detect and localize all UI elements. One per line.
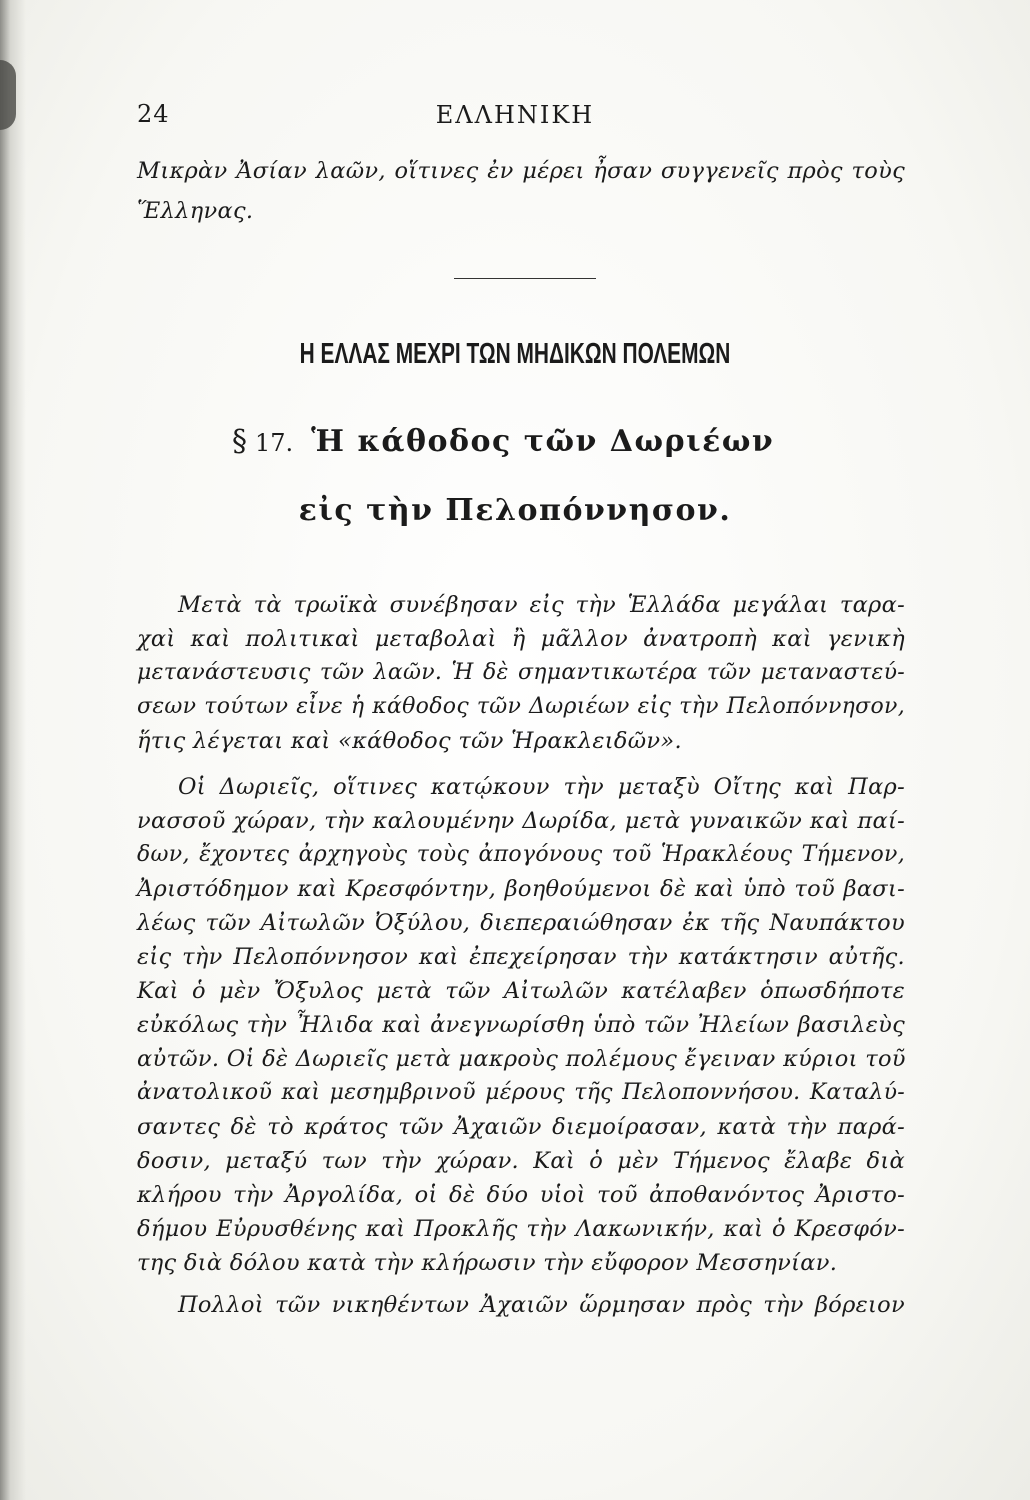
paragraph-2-line-2: νασσοῦ χώραν, τὴν καλουμένην Δωρίδα, μετὰ γυναικῶν καὶ παί- <box>137 808 905 834</box>
chapter-title: Η ΕΛΛΑΣ ΜΕΧΡΙ ΤΩΝ ΜΗΔΙΚΩΝ ΠΟΛΕΜΩΝ <box>299 338 731 370</box>
page-edge-shadow <box>0 0 26 1500</box>
paragraph-2-line-14: δήμου Εὐρυσθένης καὶ Προκλῆς τὴν Λακωνικήν, καὶ ὁ Κρεσφόν- <box>137 1216 905 1242</box>
page-number: 24 <box>137 100 170 128</box>
section-divider-rule <box>454 278 596 279</box>
paragraph-1-line-5: ἥτις λέγεται καὶ «κάθοδος τῶν Ἡρακλειδῶν». <box>137 728 682 754</box>
running-head: ΕΛΛΗΝΙΚΗ <box>435 101 595 129</box>
paragraph-2-line-12: δοσιν, μεταξύ των τὴν χώραν. Καὶ ὁ μὲν Τήμενος ἔλαβε διὰ <box>137 1148 905 1174</box>
paragraph-2-line-11: σαντες δὲ τὸ κράτος τῶν Ἀχαιῶν διεμοίρασαν, κατὰ τὴν παρά- <box>137 1114 905 1140</box>
paragraph-2-line-3: δων, ἔχοντες ἀρχηγοὺς τοὺς ἀπογόνους τοῦ Ἡρακλέους Τήμενον, <box>137 842 905 867</box>
section-number: 17. <box>255 429 294 457</box>
section-heading-line-2: εἰς τὴν Πελοπόννησον. <box>298 493 732 528</box>
paragraph-2-line-5: λέως τῶν Αἰτωλῶν Ὀξύλου, διεπεραιώθησαν ἐκ τῆς Ναυπάκτου <box>137 910 905 936</box>
paragraph-3-line-1: Πολλοὶ τῶν νικηθέντων Ἀχαιῶν ὥρμησαν πρὸς τὴν βόρειον <box>178 1292 905 1318</box>
paragraph-2-line-8: εὐκόλως τὴν Ἦλιδα καὶ ἀνεγνωρίσθη ὑπὸ τῶν Ἠλείων βασιλεὺς <box>137 1012 905 1038</box>
paragraph-2-line-1: Οἱ Δωριεῖς, οἵτινες κατῴκουν τὴν μεταξὺ Οἴτης καὶ Παρ- <box>178 774 905 800</box>
paragraph-2-line-13: κλήρου τὴν Ἀργολίδα, οἱ δὲ δύο υἱοὶ τοῦ ἀποθανόντος Ἀριστο- <box>137 1182 905 1208</box>
section-heading-text-1: Ἡ κάθοδος τῶν Δωριέων <box>311 424 775 459</box>
section-heading-line-1 <box>232 424 774 459</box>
paragraph-2-line-15: της διὰ δόλου κατὰ τὴν κλήρωσιν τὴν εὔφορον Μεσσηνίαν. <box>137 1250 838 1276</box>
section-mark: § <box>232 424 247 459</box>
carryover-line-2: Ἕλληνας. <box>137 198 254 224</box>
paragraph-2-line-10: ἀνατολικοῦ καὶ μεσημβρινοῦ μέρους τῆς Πελοποννήσου. Καταλύ- <box>137 1080 905 1105</box>
carryover-line-1: Μικρὰν Ἀσίαν λαῶν, οἵτινες ἐν μέρει ἦσαν συγγενεῖς πρὸς τοὺς <box>137 158 905 184</box>
paragraph-1-line-4: σεων τούτων εἶνε ἡ κάθοδος τῶν Δωριέων εἰς τὴν Πελοπόννησον, <box>137 694 905 719</box>
paragraph-1-line-2: χαὶ καὶ πολιτικαὶ μεταβολαὶ ἢ μᾶλλον ἀνατροπὴ καὶ γενικὴ <box>137 626 905 652</box>
paragraph-2-line-9: αὐτῶν. Οἱ δὲ Δωριεῖς μετὰ μακροὺς πολέμους ἔγειναν κύριοι τοῦ <box>137 1046 906 1072</box>
paragraph-2-line-6: εἰς τὴν Πελοπόννησον καὶ ἐπεχείρησαν τὴν κατάκτησιν αὐτῆς. <box>137 944 905 970</box>
paragraph-2-line-7: Καὶ ὁ μὲν Ὄξυλος μετὰ τῶν Αἰτωλῶν κατέλαβεν ὁπωσδήποτε <box>137 978 905 1004</box>
paragraph-1-line-1: Μετὰ τὰ τρωϊκὰ συνέβησαν εἰς τὴν Ἑλλάδα μεγάλαι ταρα- <box>178 592 905 618</box>
paragraph-1-line-3: μετανάστευσις τῶν λαῶν. Ἡ δὲ σημαντικωτέρα τῶν μεταναστεύ- <box>137 660 905 685</box>
paragraph-2-line-4: Ἀριστόδημον καὶ Κρεσφόντην, βοηθούμενοι δὲ καὶ ὑπὸ τοῦ βασι- <box>137 876 905 902</box>
